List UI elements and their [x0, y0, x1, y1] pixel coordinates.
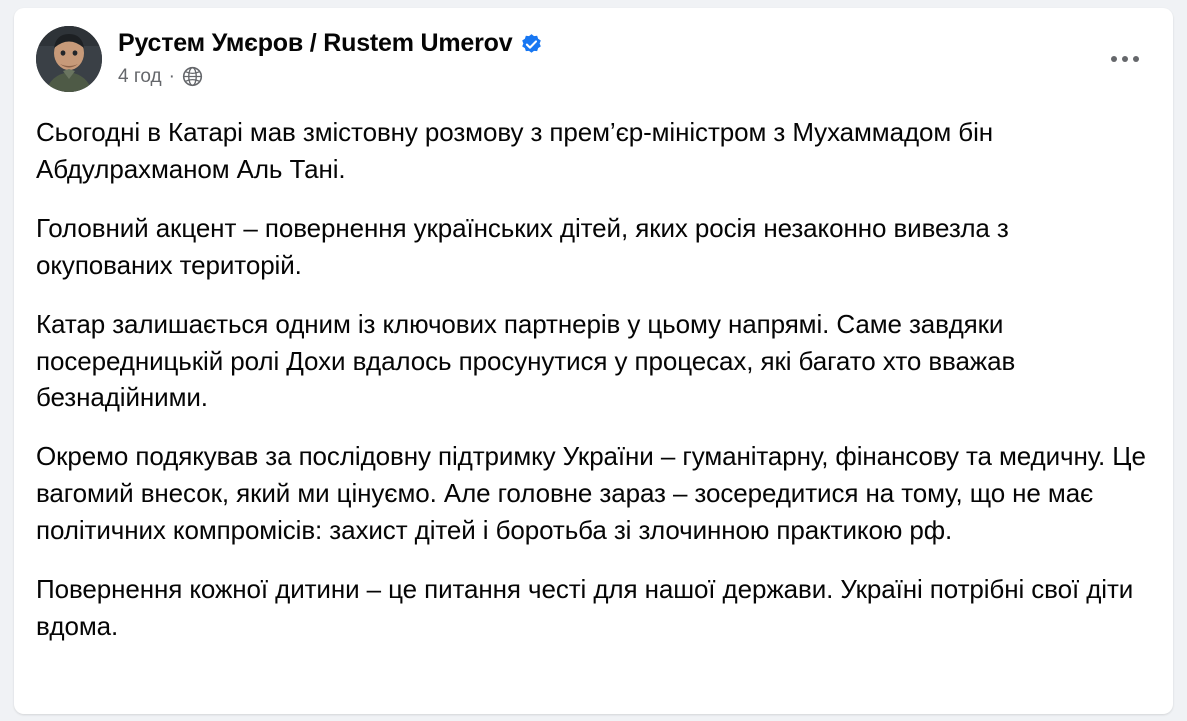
globe-icon[interactable] [182, 66, 203, 87]
post-paragraph: Сьогодні в Катарі мав змістовну розмову з прем’єр-міністром з Мухаммадом бін Абдулрахманом Аль Тані. [36, 117, 994, 184]
more-dot-2 [1122, 56, 1128, 62]
post-timestamp[interactable]: 4 год [118, 65, 162, 87]
post-paragraph: Катар залишається одним із ключових партнерів у цьому напрямі. Саме завдяки посередницькій ролі Дохи вдалось просунутися у процесах, які багато хто вважав безнадійними. [36, 308, 1016, 413]
post-paragraph: Повернення кожної дитини – це питання честі для нашої держави. Україні потрібні свої діти вдома. [36, 574, 1134, 641]
more-dot-3 [1133, 56, 1139, 62]
author-name[interactable]: Рустем Умєров / Rustem Umerov [118, 29, 513, 57]
more-options-icon[interactable] [1103, 44, 1147, 74]
verified-badge-icon [520, 33, 543, 56]
post-paragraph: Окремо подякував за послідовну підтримку України – гуманітарну, фінансову та медичну. Це вагомий внесок, який ми цінуємо. Але головне зараз – зосередитися на тому, що не має політичних компромісів: захист дітей і боротьба зі злочинною практикою рф. [36, 441, 1146, 546]
post-body [36, 114, 1151, 645]
avatar-photo [36, 26, 102, 92]
post-paragraph: Головний акцент – повернення українських дітей, яких росія незаконно вивезла з окупованих територій. [36, 212, 1009, 280]
facebook-post-card [14, 8, 1173, 714]
more-dot-1 [1111, 56, 1117, 62]
author-row [118, 30, 543, 58]
post-meta [118, 66, 543, 88]
post-header-text [118, 26, 543, 88]
avatar[interactable] [36, 26, 102, 92]
post-header [36, 26, 1151, 104]
meta-separator: · [168, 66, 175, 87]
